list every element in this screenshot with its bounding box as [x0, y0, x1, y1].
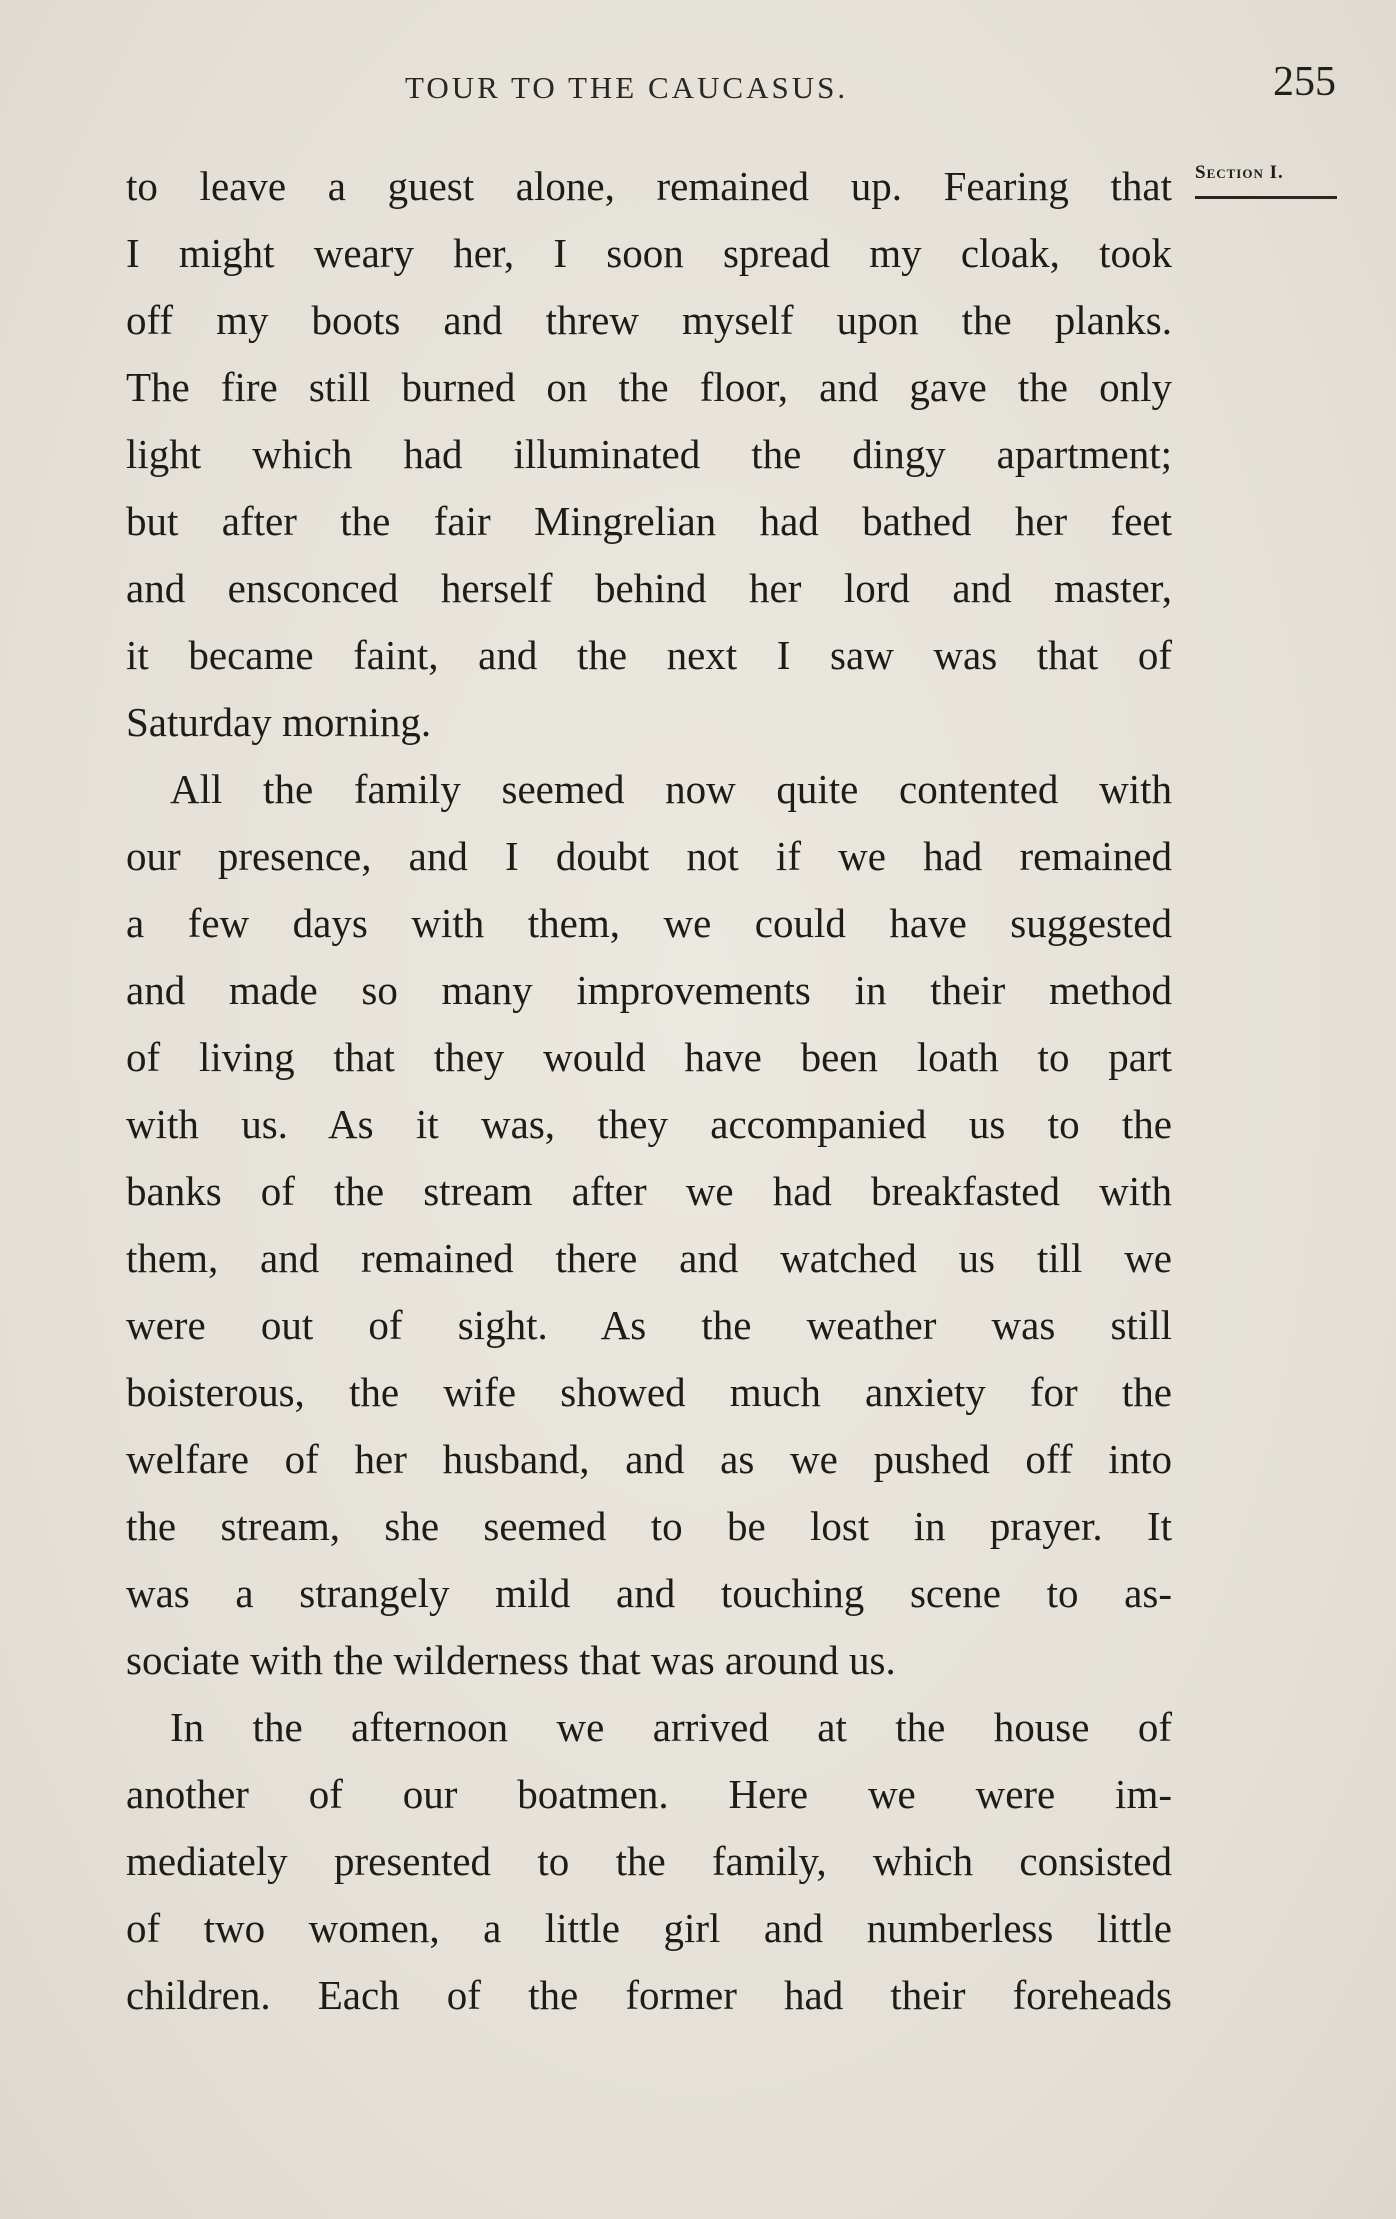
- text-line: another of our boatmen. Here we were im-: [126, 1771, 1172, 1817]
- text-line: the stream, she seemed to be lost in prayer. It: [126, 1503, 1172, 1549]
- text-line: of two women, a little girl and numberless little: [126, 1905, 1172, 1951]
- text-line: children. Each of the former had their foreheads: [126, 1972, 1172, 2018]
- text-line: banks of the stream after we had breakfasted with: [126, 1168, 1172, 1214]
- text-line: was a strangely mild and touching scene to as-: [126, 1570, 1172, 1616]
- paragraph-end-line: sociate with the wilderness that was around us.: [126, 1637, 896, 1683]
- text-line: mediately presented to the family, which consisted: [126, 1838, 1172, 1884]
- text-line: to leave a guest alone, remained up. Fearing that: [126, 163, 1172, 209]
- running-head: TOUR TO THE CAUCASUS.: [405, 70, 849, 105]
- text-line: with us. As it was, they accompanied us to the: [126, 1101, 1172, 1147]
- text-line: but after the fair Mingrelian had bathed her feet: [126, 498, 1172, 544]
- section-label: Section I.: [1195, 162, 1284, 183]
- text-line: them, and remained there and watched us till we: [126, 1235, 1172, 1281]
- text-line: it became faint, and the next I saw was that of: [126, 632, 1172, 678]
- text-line: of living that they would have been loath to part: [126, 1034, 1172, 1080]
- text-line: were out of sight. As the weather was still: [126, 1302, 1172, 1348]
- text-line: off my boots and threw myself upon the planks.: [126, 297, 1172, 343]
- text-line: The fire still burned on the floor, and gave the only: [126, 364, 1172, 410]
- text-line: light which had illuminated the dingy apartment;: [126, 431, 1172, 477]
- paragraph-end-line: Saturday morning.: [126, 699, 432, 745]
- text-line: and made so many improvements in their method: [126, 967, 1172, 1013]
- text-line: our presence, and I doubt not if we had remained: [126, 833, 1172, 879]
- text-line: boisterous, the wife showed much anxiety for the: [126, 1369, 1172, 1415]
- paragraph-start-line: All the family seemed now quite contented with: [170, 766, 1172, 812]
- text-line: welfare of her husband, and as we pushed off into: [126, 1436, 1172, 1482]
- paragraph-start-line: In the afternoon we arrived at the house of: [170, 1704, 1172, 1750]
- text-line: a few days with them, we could have suggested: [126, 900, 1172, 946]
- body-text: [126, 153, 1172, 2029]
- text-line: I might weary her, I soon spread my cloak, took: [126, 230, 1172, 276]
- section-side-note: [1195, 162, 1337, 199]
- page-number: 255: [1273, 59, 1336, 105]
- text-line: and ensconced herself behind her lord and master,: [126, 565, 1172, 611]
